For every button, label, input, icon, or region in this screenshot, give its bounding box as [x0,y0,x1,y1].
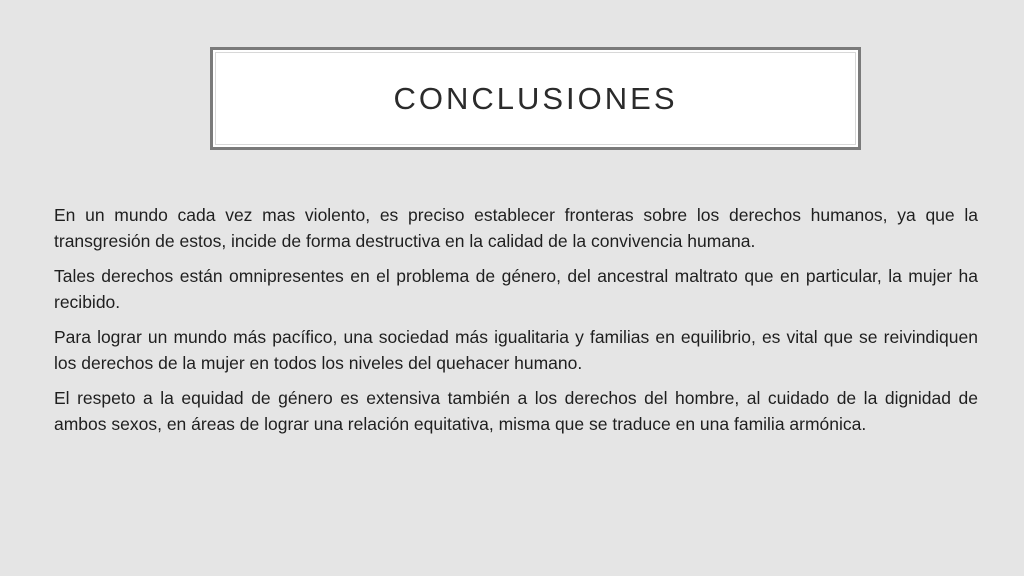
paragraph-2: Tales derechos están omnipresentes en el problema de género, del ancestral maltrato que en particular, la mujer ha recibido. [54,266,978,312]
paragraph-3: Para lograr un mundo más pacífico, una sociedad más igualitaria y familias en equilibrio, es vital que se reivindiquen los derechos de la mujer en todos los niveles del quehacer humano. [54,327,978,373]
title-box [210,47,861,150]
paragraph-4: El respeto a la equidad de género es extensiva también a los derechos del hombre, al cuidado de la dignidad de ambos sexos, en áreas de lograr una relación equitativa, misma que se traduce en una familia armónica. [54,388,978,434]
slide-body [54,202,978,446]
paragraph-1: En un mundo cada vez mas violento, es preciso establecer fronteras sobre los derechos humanos, ya que la transgresión de estos, incide de forma destructiva en la calidad de la convivencia humana. [54,205,978,251]
slide-title: CONCLUSIONES [393,80,678,116]
